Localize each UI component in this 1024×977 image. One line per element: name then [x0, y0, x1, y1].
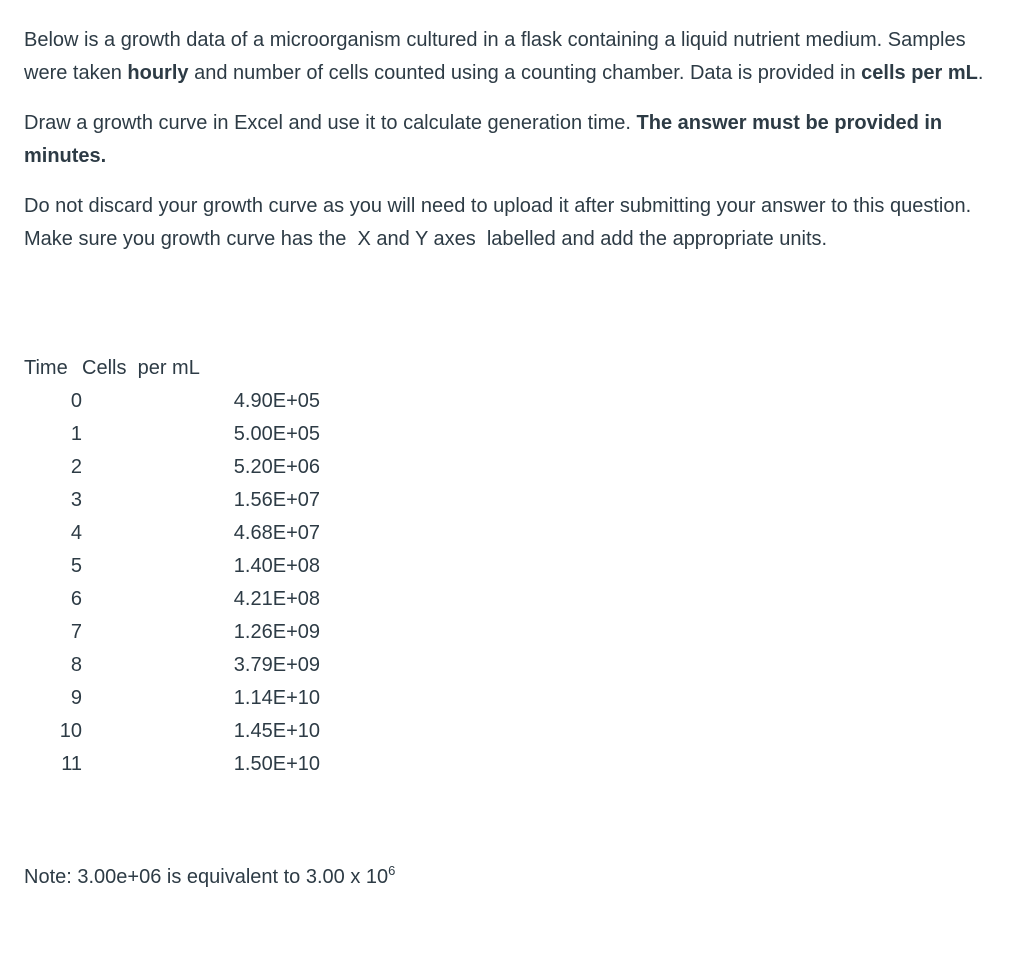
cell-time: 3: [70, 489, 82, 511]
cell-count: 4.21E+08: [233, 588, 320, 610]
note-exponent: 6: [388, 863, 396, 878]
table-row: [24, 649, 320, 682]
table-row: [24, 451, 320, 484]
cell-time: 4: [70, 522, 82, 544]
cell-count: 3.79E+09: [233, 654, 320, 676]
question-body: [24, 24, 999, 273]
instruction-bold: The answer must be provided in minutes.: [24, 112, 943, 167]
header-time: Time: [24, 357, 68, 379]
cell-time: 7: [70, 621, 82, 643]
table-row: [24, 616, 320, 649]
cell-count: 1.14E+10: [233, 687, 320, 709]
intro-paragraph: [24, 24, 999, 89]
intro-text-1: Below is a growth data of a microorganism cultured in a flask containing a liquid nutrient medium. Samples were taken: [24, 29, 966, 84]
table-row: [24, 484, 320, 517]
table-body: [24, 385, 320, 781]
cell-count: 1.45E+10: [233, 720, 320, 742]
cell-count: 1.56E+07: [233, 489, 320, 511]
instruction-paragraph: [24, 107, 999, 172]
cell-count: 1.40E+08: [233, 555, 320, 577]
cell-time: 9: [70, 687, 82, 709]
intro-bold-hourly: hourly: [127, 61, 189, 84]
table-row: [24, 385, 320, 418]
cell-count: 1.50E+10: [233, 753, 320, 775]
cell-time: 2: [70, 456, 82, 478]
table-row: [24, 550, 320, 583]
table-row: [24, 715, 320, 748]
intro-text-2: and number of cells counted using a counting chamber. Data is provided in: [188, 61, 862, 84]
cell-count: 5.20E+06: [233, 456, 320, 478]
cell-time: 11: [61, 753, 82, 775]
table-row: [24, 682, 320, 715]
intro-text-3: .: [977, 61, 984, 84]
cell-time: 6: [70, 588, 82, 610]
note-text: Note: 3.00e+06 is equivalent to 3.00 x 10: [24, 866, 389, 888]
cell-count: 5.00E+05: [233, 423, 320, 445]
cell-time: 1: [70, 423, 82, 445]
cell-time: 8: [70, 654, 82, 676]
note: [24, 861, 395, 894]
cell-time: 5: [70, 555, 82, 577]
growth-data-table: [24, 352, 320, 781]
cell-count: 4.68E+07: [233, 522, 320, 544]
table-row: [24, 517, 320, 550]
table-row: [24, 748, 320, 781]
cell-count: 4.90E+05: [233, 390, 320, 412]
cell-count: 1.26E+09: [233, 621, 320, 643]
table-row: [24, 418, 320, 451]
cell-time: 10: [59, 720, 82, 742]
instruction-text: Draw a growth curve in Excel and use it to calculate generation time.: [24, 112, 637, 134]
upload-note-text: Do not discard your growth curve as you will need to upload it after submitting your answer to this question. Make sure you growth curve has the X and Y axes labelled and add the appropriate units.: [24, 195, 977, 250]
table-header: [24, 352, 320, 385]
header-cells-per-ml: Cells per mL: [82, 357, 200, 379]
upload-note-paragraph: [24, 190, 999, 255]
intro-bold-units: cells per mL: [861, 61, 978, 84]
table-row: [24, 583, 320, 616]
cell-time: 0: [70, 390, 82, 412]
